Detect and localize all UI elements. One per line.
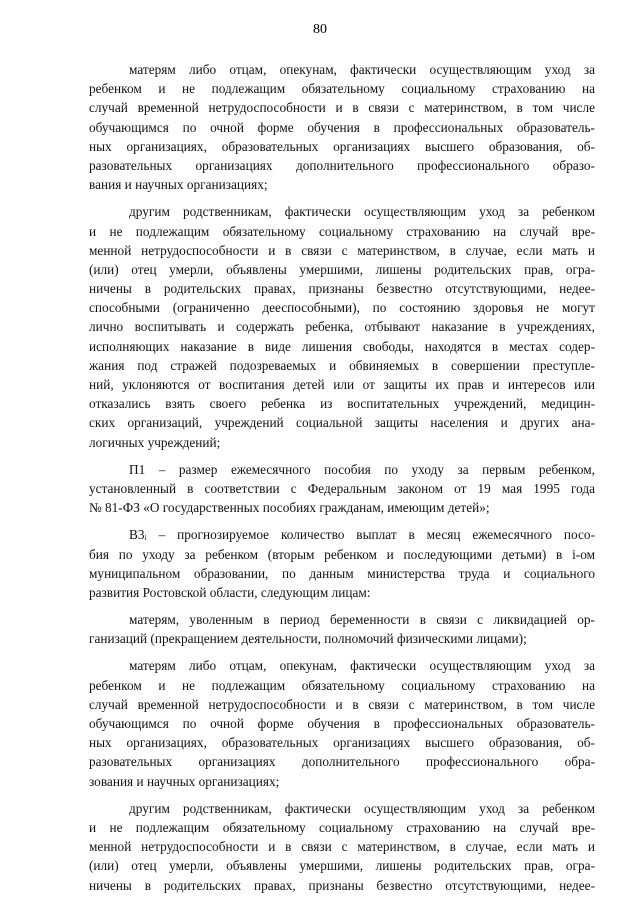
paragraph <box>89 202 595 451</box>
text-line: ребенком и не подлежащим обязательному социальному страхованию на <box>89 81 595 97</box>
text-line: матерям, уволенным в период беременности в связи с ликвидацией ор- <box>129 612 595 628</box>
document-body <box>89 60 595 895</box>
text-line: менной нетрудоспособности и в связи с материнством, в случае, если мать и <box>89 242 595 258</box>
text-line: и не подлежащим обязательному социальному страхованию на случай вре- <box>89 819 595 835</box>
text-line: разовательных организациях дополнительного профессионального образо- <box>89 157 595 173</box>
text-line: муниципальном образовании, по данным министерства труда и социального <box>89 565 595 581</box>
text-line: ничены в родительских правах, признаны безвестно отсутствующими, недее- <box>89 877 595 893</box>
text-line: ний, уклоняются от воспитания детей или от защиты их прав и интересов или <box>89 377 595 392</box>
text-line: матерям либо отцам, опекунам, фактически осуществляющим уход за <box>129 658 595 674</box>
text-line: обучающимся по очной форме обучения в профессиональных образователь- <box>89 716 595 731</box>
text-line: П1 – размер ежемесячного пособия по уходу за первым ребенком, <box>129 461 595 477</box>
text-line: ских организаций, учреждений социальной защиты населения и других ана- <box>89 415 595 431</box>
page-number: 80 <box>313 22 327 37</box>
text-line: и не подлежащим обязательному социальному страхованию на случай вре- <box>89 223 595 239</box>
text-line: зования и научных организациях; <box>89 773 280 789</box>
paragraph <box>89 60 595 194</box>
text-line: ных организациях, образовательных организациях высшего образования, об- <box>89 735 595 751</box>
text-line: разовательных организациях дополнительного профессионального обра- <box>89 754 595 770</box>
text-line: случай временной нетрудоспособности и в связи с материнством, в том числе <box>89 100 595 116</box>
text-line: другим родственникам, фактически осуществляющим уход за ребенком <box>129 204 595 220</box>
text-line: ганизаций (прекращением деятельности, полномочий физическими лицами); <box>89 631 527 647</box>
text-line: жания под стражей подозреваемых и обвиняемых в совершении преступле- <box>89 357 595 373</box>
text-line: матерям либо отцам, опекунам, фактически осуществляющим уход за <box>129 62 595 77</box>
text-line: ных организациях, образовательных организациях высшего образования, об- <box>89 138 595 154</box>
text-line: случай временной нетрудоспособности и в связи с материнством, в том числе <box>89 696 595 712</box>
text-line: развития Ростовской области, следующим лицам: <box>89 584 371 600</box>
paragraph <box>89 460 595 518</box>
text-line: установленный в соответствии с Федеральным законом от 19 мая 1995 года <box>89 480 595 496</box>
text-line: исполняющих наказание в виде лишения свободы, находятся в местах содер- <box>89 338 595 354</box>
text-line: другим родственникам, фактически осуществляющим уход за ребенком <box>129 800 595 816</box>
paragraph <box>89 610 595 648</box>
text-line: (или) отец умерли, объявлены умершими, лишены родительских прав, огра- <box>89 858 595 874</box>
text-line: В3ᵢ – прогнозируемое количество выплат в месяц ежемесячного посо- <box>129 527 595 543</box>
text-line: отказались взять своего ребенка из воспитательных учреждений, медицин- <box>89 396 595 412</box>
paragraph <box>89 525 595 602</box>
text-line: лично воспитывать и содержать ребенка, отбывают наказание в учреждениях, <box>89 319 595 335</box>
paragraph <box>89 656 595 790</box>
text-line: (или) отец умерли, объявлены умершими, лишены родительских прав, огра- <box>89 261 595 277</box>
text-line: обучающимся по очной форме обучения в профессиональных образователь- <box>89 119 595 135</box>
paragraph <box>89 799 595 895</box>
text-line: ничены в родительских правах, признаны безвестно отсутствующими, недее- <box>89 281 595 297</box>
text-line: ребенком и не подлежащим обязательному социальному страхованию на <box>89 677 595 693</box>
text-line: логичных учреждений; <box>89 434 221 450</box>
text-line: вания и научных организациях; <box>89 177 268 193</box>
text-line: способными (ограниченно дееспособными), по состоянию здоровья не могут <box>89 300 595 316</box>
text-line: менной нетрудоспособности и в связи с материнством, в случае, если мать и <box>89 839 595 855</box>
text-line: № 81-ФЗ «О государственных пособиях гражданам, имеющим детей»; <box>89 500 490 516</box>
text-line: бия по уходу за ребенком (вторым ребенком и последующими детьми) в i-ом <box>89 546 595 562</box>
